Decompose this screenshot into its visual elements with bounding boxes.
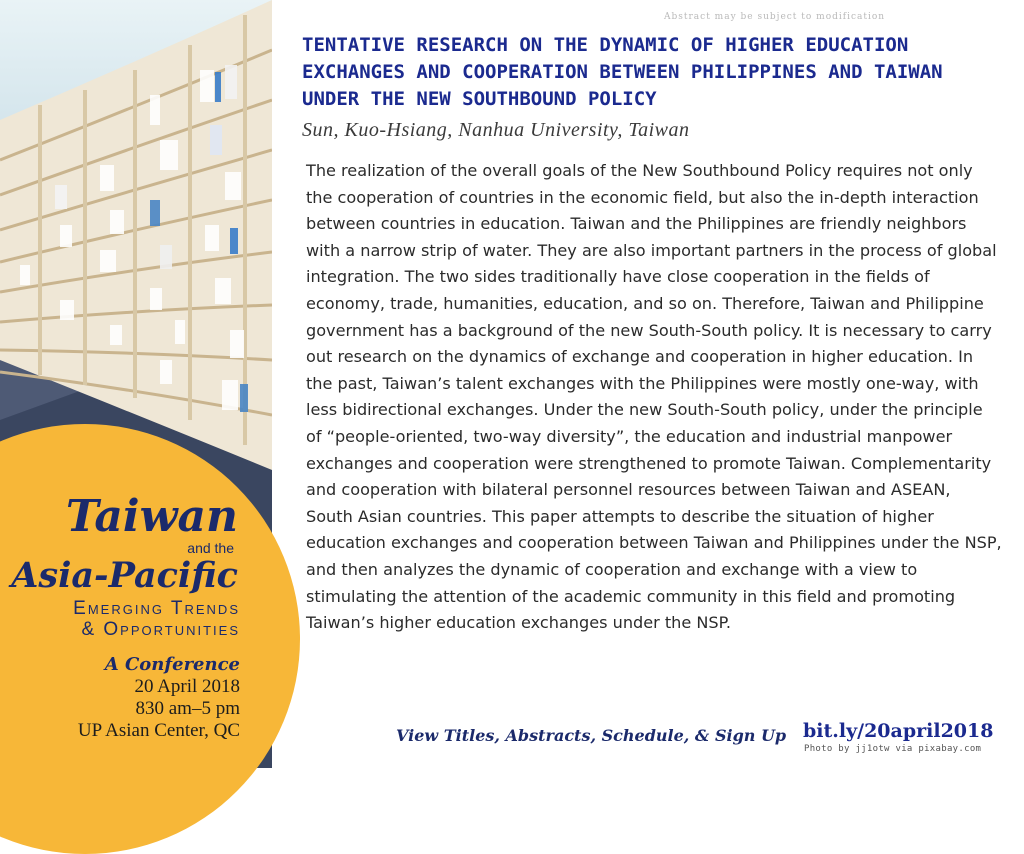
conference-name-and-the: and the (187, 540, 234, 556)
conference-label: A Conference (104, 654, 240, 675)
signup-call-to-action[interactable]: View Titles, Abstracts, Schedule, & Sign Up (396, 726, 787, 745)
conference-time: 830 am–5 pm (135, 698, 240, 719)
paper-author: Sun, Kuo-Hsiang, Nanhua University, Taiwan (302, 119, 690, 141)
conference-name-taiwan: Taiwan (65, 491, 238, 542)
paper-abstract: The realization of the overall goals of the New Southbound Policy requires not only the cooperation of countries in the economic field, but also the in-depth interaction between countries in education. Taiwan and the Philippines are friendly neighbors with a narrow strip of water. They are also important partners in the process of global integration. The two sides traditionally have close cooperation in the fields of economy, trade, humanities, education, and so on. Therefore, Taiwan and Philippine government has a background of the new South-South policy. It is necessary to carry out research on the dynamics of exchange and cooperation in higher education. In the past, Taiwan’s talent exchanges with the Philippines were mostly one-way, with less bidirectional exchanges. Under the new South-South policy, under the principle of “people-oriented, two-way diversity”, the education and industrial manpower exchanges and cooperation were strengthened to promote Taiwan. Complementarity and cooperation with bilateral personnel resources between Taiwan and ASEAN, South Asian countries. This paper attempts to describe the situation of higher education exchanges and cooperation between Taiwan and Philippines under the NSP, and then analyzes the dynamic of cooperation and exchange with a view to stimulating the attention of the academic community in this field and promoting Taiwan’s higher education exchanges under the NSP. (306, 161, 1002, 633)
photo-credit: Photo by jj1otw via pixabay.com (804, 744, 982, 754)
conference-info (0, 492, 240, 742)
conference-venue: UP Asian Center, QC (77, 720, 240, 741)
conference-date: 20 April 2018 (134, 676, 240, 697)
modification-notice: Abstract may be subject to modification (664, 12, 886, 22)
paper-title: TENTATIVE RESEARCH ON THE DYNAMIC OF HIGHER EDUCATION EXCHANGES AND COOPERATION BETWEEN PHILIPPINES AND TAIWAN UNDER THE NEW SOUTHBOUND POLICY (302, 34, 943, 110)
conference-name-asia-pacific: Asia-Pacific (11, 555, 238, 596)
conference-subtitle-line1: Emerging Trends (73, 598, 240, 619)
registration-link[interactable]: bit.ly/20april2018 (803, 720, 994, 742)
conference-subtitle-line2: & Opportunities (81, 619, 240, 640)
